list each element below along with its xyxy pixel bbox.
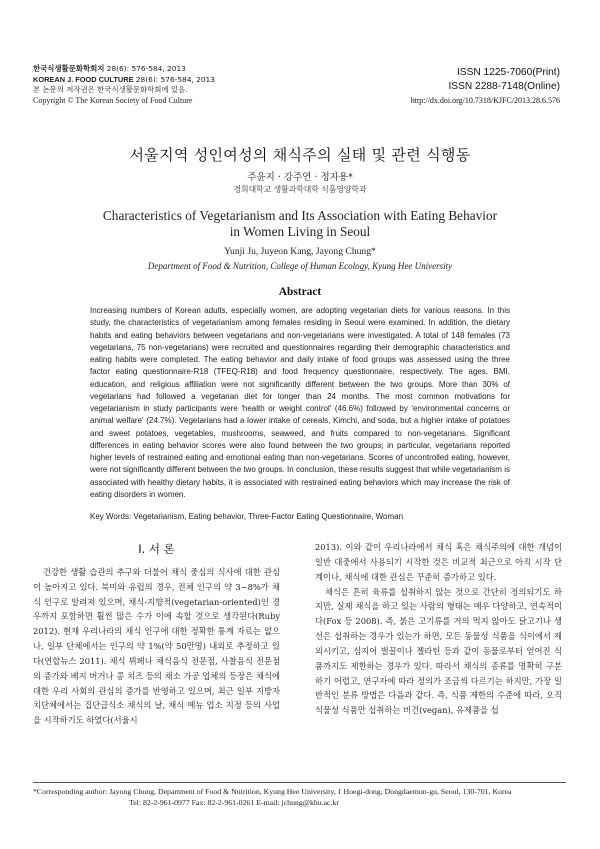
paragraph: 건강한 생활 습관의 추구와 더불어 채식 중심의 식사에 대한 관심이 높아지고 있다. 북미와 유럽의 경우, 전체 인구의 약 3~8%가 채식 인구로 알려져 있으며, 채식-지향적(vegetarian-oriented)인 경우까지 포함하면 훨씬 많은 수가 이에 속할 것으로 생각된다(Ruby 2012). 현재 우리나라의 채식 인구에 대한 정확한 통계 자료는 없으나, 일부 단체에서는 인구의 약 1%(약 50만명) 내외로 추정하고 있다(연합뉴스 2011). 채식 뷔페나 채식음식 전문점, 사찰음식 전문점의 증가와 베지 버거나 콩 치즈 등의 채소 가공 업체의 등장은 채식에 대한 우리 사회의 관심의 증가를 반영하고 있으며, 최근 일부 지방자치단체에서는 집단급식소 채식의 날, 채식 메뉴 업소 지정 등의 사업을 시작하기도 하였다(서울시 — [33, 566, 280, 726]
body-column-right — [315, 540, 562, 718]
journal-ref-ko: 28(6): 576-584, 2013 — [106, 64, 186, 73]
paragraph: 채식은 흔히 육류를 섭취하지 않는 것으로 간단히 정의되기도 하지만, 실제 채식을 하고 있는 사람의 형태는 매우 다양하고, 연속적이다(Fox 등 2008). 즉, 붉은 고기류를 거의 먹지 않아도 닭고기나 생선은 섭취하는 경우가 있는가 하면, 모든 동물성 식품을 식이에서 제외시키고, 심지어 벌꿀이나 젤라틴 등과 같이 동물로부터 얻어진 식품까지도 제한하는 경우가 있다. 따라서 채식의 종류를 명확히 구분하기 어렵고, 연구자에 따라 정의가 조금씩 다르기는 하지만, 가장 일반적인 분류 방법은 다음과 같다. 즉, 식품 제한의 수준에 따라, 오직 식물성 식품만 섭취하는 비건(vegan), 유제품을 섭 — [315, 586, 562, 716]
abstract-text: Increasing numbers of Korean adults, especially women, are adopting vegetarian diets for various reasons. In this study, the characteristics of vegetarianism among females residing in Seoul were examined. In addition, the dietary habits and eating behaviors between vegetarians and non-vegetarians were investigated. A total of 148 females (73 vegetarians, 75 non-vegetarians) were recruited and questionnaires regarding their demographic characteristics and eating habits were completed. The eating behavior and daily intake of food groups was assessed using the three factor eating questionnaire-R18 (TFEQ-R18) and food frequency questionnaire, respectively. The ages, BMI, education, and religious affiliation were not significantly different between the two groups. More than 30% of vegetarians had followed a vegetarian diet for longer than 24 months. The most common motivations for vegetarianism in study participants were 'health or weight control' (46.6%) followed by 'environmental concerns or animal welfare' (24.7%). Vegetarians had a lower intake of cereals, Kimchi, and soda, but a higher intake of potatoes and sweet potatoes, vegetables, mushrooms, seaweed, and fruits compared to non-vegetarians. Significant differences in eating behavior scores were also found between the two groups; in particular, vegetarians reported higher levels of restrained eating and emotional eating than non-vegetarians. Scores of uncontrolled eating, however, were not significantly different between the two groups. In conclusion, these results suggest that while vegetarianism is associated with healthy dietary habits, it is associated with restrained eating behaviors which may increase the risk of eating disorders in women. — [90, 306, 510, 499]
keywords: Key Words: Vegetarianism, Eating behavior, Three-Factor Eating Questionnaire, Woman — [90, 512, 404, 521]
section-heading-introduction: Ⅰ. 서 론 — [138, 542, 175, 556]
paragraph: 2013). 이와 같이 우리나라에서 채식 혹은 채식주의에 대한 개념이 일반 대중에서 사용되기 시작한 것은 비교적 최근으로 아직 시작 단계이나, 채식에 대한 관심은 꾸준히 증가하고 있다. — [315, 542, 562, 582]
issn-online: ISSN 2288-7148(Online) — [448, 81, 560, 92]
journal-name-ko: 한국식생활문화학회지 — [33, 64, 105, 73]
footnote-line-2: Tel: 82-2-961-0977 Fax: 82-2-961-0261 E-mail: jchung@khu.ac.kr — [129, 798, 339, 807]
body-column-left — [33, 540, 280, 728]
journal-name-en: KOREAN J. FOOD CULTURE — [33, 74, 134, 84]
issn-print: ISSN 1225-7060(Print) — [456, 67, 560, 78]
authors-english: Yunji Ju, Juyeon Kang, Jayong Chung* — [224, 246, 376, 257]
copyright-ko: 본 논문의 저작권은 한국식생활문화학회에 있음. — [33, 85, 188, 95]
corresponding-author-footnote — [33, 786, 566, 808]
footnote-line-1: *Corresponding author: Jayong Chung, Department of Food & Nutrition, Kyung Hee University, 1 Hoegi-dong, Dongdaemun-gu, Seoul, 130-701, Korea — [33, 787, 512, 796]
title-english: Characteristics of Vegetarianism and Its Association with Eating Behavior in Women Living in Seoul — [102, 208, 498, 239]
title-korean: 서울지역 성인여성의 채식주의 실태 및 관련 식행동 — [129, 146, 471, 164]
copyright-en: Copyright © The Korean Society of Food Culture — [33, 95, 193, 105]
affiliation-korean: 경희대학교 생활과학대학 식품영양학과 — [233, 185, 367, 194]
authors-korean: 주윤지 · 강주연 · 정자용* — [247, 172, 353, 183]
affiliation-english: Department of Food & Nutrition, College of Human Ecology, Kyung Hee University — [147, 261, 453, 271]
abstract-heading: Abstract — [278, 286, 322, 298]
issn-block — [411, 66, 560, 107]
doi-link[interactable]: http://dx.doi.org/10.7318/KJFC/2013.28.6.576 — [410, 96, 560, 105]
footer-divider — [33, 782, 566, 783]
journal-header — [33, 64, 215, 106]
journal-ref-en: 28(6): 576-584, 2013 — [135, 74, 215, 84]
